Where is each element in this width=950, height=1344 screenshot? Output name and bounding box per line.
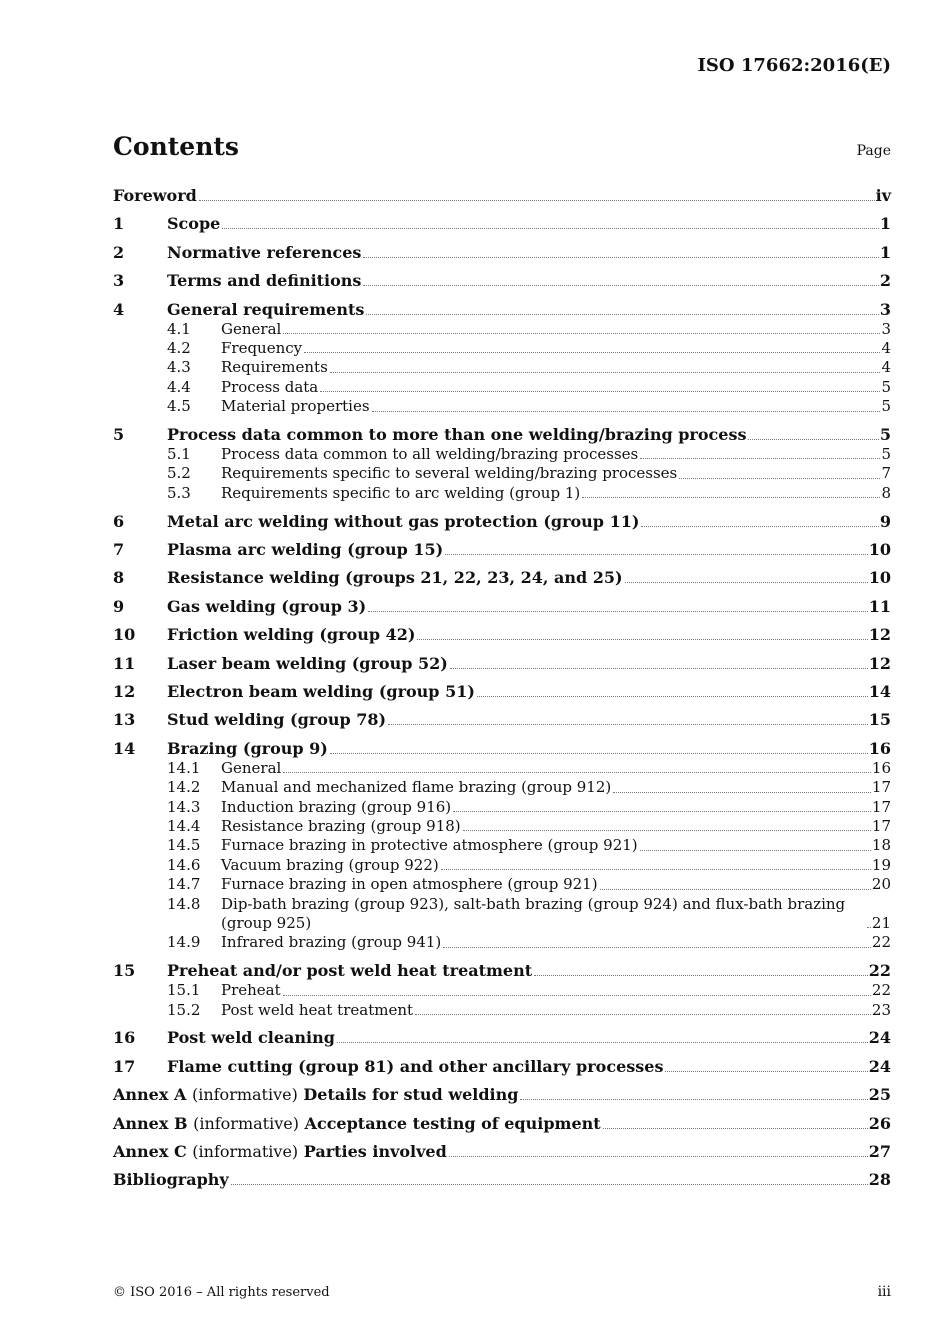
toc-page: 15 — [868, 710, 891, 730]
toc-entry-5-1[interactable] — [113, 445, 891, 464]
toc-number: 14.1 — [167, 758, 201, 777]
dot-leader — [443, 947, 871, 948]
toc-title: Frequency — [221, 338, 303, 357]
toc-entry-14-3[interactable] — [113, 798, 891, 817]
toc-number: 4 — [113, 299, 125, 319]
toc-title: Process data common to all welding/brazing processes — [221, 444, 639, 463]
toc-entry-5-2[interactable] — [113, 464, 891, 483]
page-number: iii — [877, 1284, 891, 1300]
toc-number: 4.4 — [167, 377, 191, 396]
toc-title: Gas welding (group 3) — [167, 596, 367, 616]
dot-leader — [363, 257, 878, 258]
toc-number: 16 — [113, 1028, 136, 1048]
toc-title: Flame cutting (group 81) and other ancillary processes — [167, 1056, 664, 1076]
dot-leader — [520, 1099, 867, 1100]
toc-number: 17 — [113, 1056, 136, 1076]
toc-title: Manual and mechanized flame brazing (group 912) — [221, 778, 612, 797]
toc-entry-14[interactable] — [113, 739, 891, 759]
toc-entry-1[interactable] — [113, 214, 891, 234]
dot-leader — [463, 830, 871, 831]
annex-title — [113, 1114, 601, 1134]
toc-entry-3[interactable] — [113, 271, 891, 291]
toc-title: Brazing (group 9) — [167, 738, 328, 758]
document-id: ISO 17662:2016(E) — [697, 55, 891, 76]
page-column-label: Page — [856, 143, 891, 159]
toc-page: 22 — [868, 961, 891, 981]
annex-title — [113, 1085, 518, 1105]
toc-page: 16 — [871, 758, 891, 777]
dot-leader — [388, 724, 868, 725]
toc-number: 4.3 — [167, 358, 191, 377]
toc-entry-4-1[interactable] — [113, 320, 891, 339]
toc-number: 14.4 — [167, 816, 201, 835]
toc-page: 24 — [868, 1056, 891, 1076]
toc-number: 14.9 — [167, 933, 201, 952]
toc-page: 22 — [871, 981, 891, 1000]
toc-number: 4.5 — [167, 397, 191, 416]
toc-title: Process data — [221, 377, 319, 396]
toc-entry-10[interactable] — [113, 625, 891, 645]
toc-entry-15[interactable] — [113, 961, 891, 981]
toc-title: Plasma arc welding (group 15) — [167, 539, 444, 559]
toc-title: Resistance brazing (group 918) — [221, 816, 461, 835]
toc-title: Furnace brazing in open atmosphere (group 921) — [221, 875, 598, 894]
toc-page: 10 — [868, 568, 891, 588]
toc-entry-15-1[interactable] — [113, 981, 891, 1000]
toc-page: 5 — [881, 377, 891, 396]
dot-leader — [613, 792, 871, 793]
toc-title: Induction brazing (group 916) — [221, 797, 452, 816]
toc-number: 15.1 — [167, 981, 201, 1000]
toc-page: 21 — [871, 913, 891, 932]
toc-entry-4[interactable] — [113, 300, 891, 320]
toc-title: Laser beam welding (group 52) — [167, 653, 448, 673]
toc-number: 4.1 — [167, 319, 191, 338]
toc-number: 10 — [113, 625, 136, 645]
toc-title: Requirements specific to arc welding (group 1) — [221, 483, 581, 502]
dot-leader — [366, 314, 879, 315]
toc-title: General requirements — [167, 299, 365, 319]
toc-title: Dip-bath brazing (group 923), salt-bath brazing (group 924) and flux-bath brazing (group 925) — [221, 894, 846, 932]
toc-page: 10 — [868, 539, 891, 559]
toc-entry-annex-b[interactable] — [113, 1114, 891, 1134]
toc-entry-8[interactable] — [113, 568, 891, 588]
toc-page: 8 — [881, 483, 891, 502]
dot-leader — [665, 1071, 867, 1072]
toc-title: Infrared brazing (group 941) — [221, 933, 442, 952]
toc-page: 7 — [881, 464, 891, 483]
toc-number: 3 — [113, 271, 125, 291]
toc-title: Requirements — [221, 358, 328, 377]
toc-page: 9 — [879, 511, 891, 531]
toc-entry-bibliography[interactable] — [113, 1170, 891, 1190]
dot-leader — [449, 1156, 868, 1157]
toc-number: 12 — [113, 681, 136, 701]
toc-entry-5-3[interactable] — [113, 484, 891, 503]
toc-page: 17 — [871, 778, 891, 797]
dot-leader — [641, 526, 878, 527]
dot-leader — [603, 1128, 868, 1129]
toc-number: 7 — [113, 539, 125, 559]
toc-entry-annex-c[interactable] — [113, 1142, 891, 1162]
toc-entry-2[interactable] — [113, 243, 891, 263]
dot-leader — [625, 582, 868, 583]
toc-entry-foreword[interactable] — [113, 186, 891, 206]
toc-title: Friction welding (group 42) — [167, 625, 416, 645]
dot-leader — [534, 975, 868, 976]
toc-title: Stud welding (group 78) — [167, 710, 387, 730]
toc-entry-9[interactable] — [113, 597, 891, 617]
dot-leader — [283, 995, 871, 996]
toc-page: 28 — [868, 1170, 891, 1190]
dot-leader — [304, 352, 880, 353]
toc-number: 5 — [113, 424, 125, 444]
toc-entry-5[interactable] — [113, 425, 891, 445]
toc-page: 22 — [871, 933, 891, 952]
toc-number: 9 — [113, 596, 125, 616]
dot-leader — [640, 458, 880, 459]
toc-page: 12 — [868, 653, 891, 673]
contents-title: Contents — [113, 132, 240, 161]
dot-leader — [417, 639, 867, 640]
dot-leader — [748, 439, 878, 440]
dot-leader — [231, 1184, 868, 1185]
toc-entry-14-2[interactable] — [113, 778, 891, 797]
dot-leader — [445, 554, 868, 555]
toc-page: 4 — [881, 338, 891, 357]
toc-entry-14-8[interactable] — [113, 895, 891, 934]
dot-leader — [441, 869, 871, 870]
toc-entry-17[interactable] — [113, 1057, 891, 1077]
dot-leader — [363, 285, 878, 286]
toc-page: 16 — [868, 738, 891, 758]
dot-leader — [582, 497, 880, 498]
dot-leader — [450, 668, 868, 669]
toc-number: 14.5 — [167, 836, 201, 855]
toc-title: Furnace brazing in protective atmosphere (group 921) — [221, 836, 638, 855]
toc-page: iv — [875, 186, 891, 205]
toc-number: 1 — [113, 214, 125, 234]
toc-entry-12[interactable] — [113, 682, 891, 702]
toc-number: 4.2 — [167, 338, 191, 357]
toc-page: 17 — [871, 797, 891, 816]
toc-page: 5 — [879, 424, 891, 444]
toc-title: Post weld heat treatment — [221, 1000, 414, 1019]
toc-number: 14.7 — [167, 875, 201, 894]
toc-page: 1 — [879, 214, 891, 234]
toc-page: 5 — [881, 397, 891, 416]
toc-page: 5 — [881, 444, 891, 463]
toc-title: Details for stud welding — [303, 1085, 519, 1105]
dot-leader — [330, 753, 868, 754]
table-of-contents — [113, 186, 891, 1190]
toc-title: Metal arc welding without gas protection (group 11) — [167, 511, 640, 531]
toc-entry-13[interactable] — [113, 710, 891, 730]
toc-page: 2 — [879, 271, 891, 291]
toc-entry-14-7[interactable] — [113, 875, 891, 894]
toc-number: 8 — [113, 568, 125, 588]
toc-title: Terms and definitions — [167, 271, 362, 291]
annex-type: (informative) — [192, 1141, 299, 1161]
toc-page: 1 — [879, 242, 891, 262]
toc-entry-14-6[interactable] — [113, 856, 891, 875]
toc-page: 3 — [879, 299, 891, 319]
dot-leader — [372, 411, 881, 412]
toc-number: 15 — [113, 961, 136, 981]
toc-entry-4-3[interactable] — [113, 358, 891, 377]
toc-title: Bibliography — [113, 1170, 229, 1190]
toc-title: Requirements specific to several welding/brazing processes — [221, 464, 678, 483]
toc-page: 19 — [871, 855, 891, 874]
toc-entry-15-2[interactable] — [113, 1001, 891, 1020]
dot-leader — [600, 889, 871, 890]
dot-leader — [477, 696, 868, 697]
dot-leader — [867, 927, 871, 928]
toc-number: 14.3 — [167, 797, 201, 816]
toc-title: Material properties — [221, 397, 370, 416]
toc-number: 15.2 — [167, 1000, 201, 1019]
annex-label: Annex B — [113, 1113, 188, 1133]
toc-page: 27 — [868, 1141, 891, 1161]
toc-number: 13 — [113, 710, 136, 730]
dot-leader — [453, 811, 871, 812]
toc-number: 6 — [113, 511, 125, 531]
dot-leader — [337, 1042, 868, 1043]
dot-leader — [283, 772, 871, 773]
toc-number: 5.2 — [167, 464, 191, 483]
toc-title: Preheat — [221, 981, 281, 1000]
toc-title: Preheat and/or post weld heat treatment — [167, 961, 533, 981]
toc-entry-14-9[interactable] — [113, 933, 891, 952]
toc-title: General — [221, 758, 282, 777]
toc-entry-4-4[interactable] — [113, 378, 891, 397]
toc-page: 14 — [868, 681, 891, 701]
annex-label: Annex A — [113, 1085, 187, 1105]
toc-number: 5.1 — [167, 444, 191, 463]
toc-page: 17 — [871, 816, 891, 835]
toc-entry-11[interactable] — [113, 654, 891, 674]
toc-title: Normative references — [167, 242, 362, 262]
toc-number: 11 — [113, 653, 136, 673]
toc-number: 2 — [113, 242, 125, 262]
toc-title: Resistance welding (groups 21, 22, 23, 24, and 25) — [167, 568, 623, 588]
dot-leader — [283, 333, 880, 334]
toc-page: 26 — [868, 1113, 891, 1133]
dot-leader — [222, 228, 879, 229]
toc-entry-6[interactable] — [113, 512, 891, 532]
dot-leader — [368, 611, 867, 612]
toc-number: 14.2 — [167, 778, 201, 797]
toc-title: Parties involved — [303, 1141, 447, 1161]
toc-entry-annex-a[interactable] — [113, 1085, 891, 1105]
dot-leader — [199, 200, 875, 201]
dot-leader — [640, 850, 871, 851]
toc-entry-7[interactable] — [113, 540, 891, 560]
toc-title: Post weld cleaning — [167, 1028, 335, 1048]
toc-title: Electron beam welding (group 51) — [167, 681, 475, 701]
toc-entry-4-2[interactable] — [113, 339, 891, 358]
toc-page: 12 — [868, 625, 891, 645]
toc-entry-14-4[interactable] — [113, 817, 891, 836]
toc-entry-16[interactable] — [113, 1028, 891, 1048]
toc-number: 14 — [113, 738, 136, 758]
annex-type: (informative) — [193, 1113, 299, 1133]
toc-page: 18 — [871, 836, 891, 855]
toc-number: 5.3 — [167, 483, 191, 502]
dot-leader — [330, 372, 881, 373]
toc-page: 20 — [871, 875, 891, 894]
toc-title: Vacuum brazing (group 922) — [221, 855, 439, 874]
toc-entry-4-5[interactable] — [113, 397, 891, 416]
toc-entry-14-1[interactable] — [113, 759, 891, 778]
dot-leader — [415, 1014, 871, 1015]
copyright-notice: © ISO 2016 – All rights reserved — [113, 1285, 330, 1300]
toc-title: Acceptance testing of equipment — [304, 1113, 601, 1133]
toc-title: General — [221, 319, 282, 338]
dot-leader — [679, 478, 880, 479]
toc-page: 24 — [868, 1028, 891, 1048]
toc-page: 4 — [881, 358, 891, 377]
toc-page: 23 — [871, 1000, 891, 1019]
toc-page: 25 — [868, 1085, 891, 1105]
annex-type: (informative) — [191, 1085, 298, 1105]
toc-page: 11 — [868, 596, 891, 616]
annex-label: Annex C — [113, 1141, 187, 1161]
toc-title: Foreword — [113, 186, 197, 205]
dot-leader — [320, 391, 880, 392]
annex-title — [113, 1142, 447, 1162]
toc-number: 14.8 — [167, 894, 201, 913]
toc-page: 3 — [881, 319, 891, 338]
toc-number: 14.6 — [167, 855, 201, 874]
toc-title: Process data common to more than one welding/brazing process — [167, 424, 747, 444]
toc-entry-14-5[interactable] — [113, 836, 891, 855]
toc-title: Scope — [167, 214, 221, 234]
